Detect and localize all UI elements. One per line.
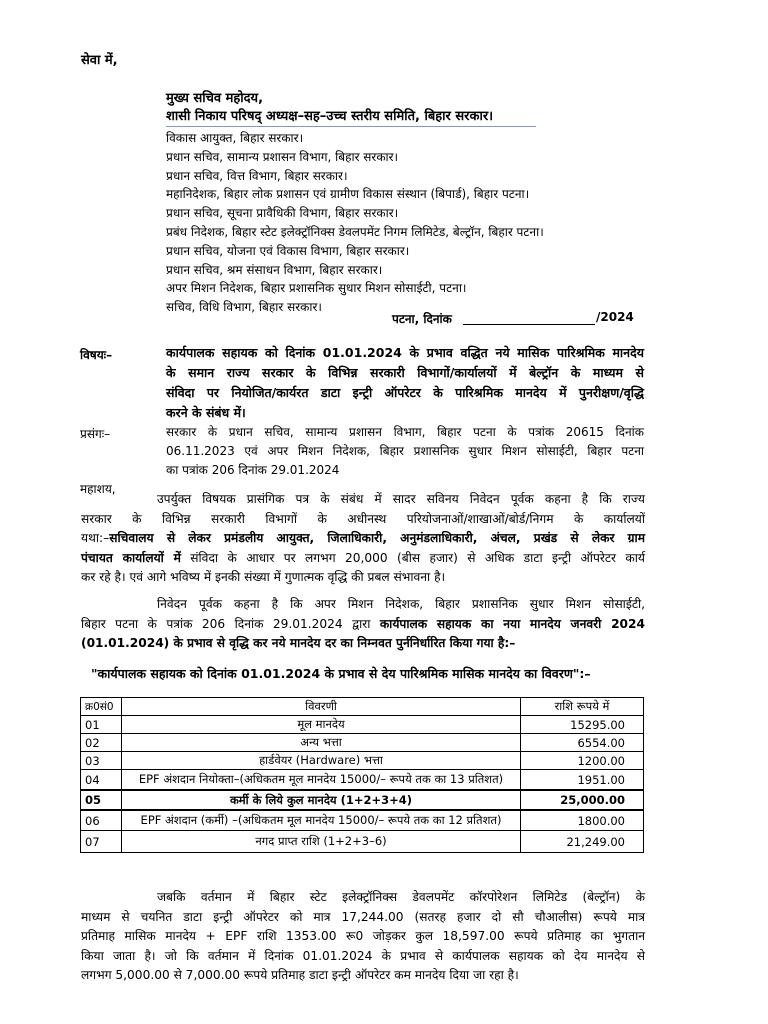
row-desc: कर्मी के लिये कुल मानदेय (1+2+3+4) xyxy=(122,790,521,810)
table-row xyxy=(81,831,644,853)
paragraph-2 xyxy=(81,595,645,654)
subject-line: कार्यपालक सहायक को दिनांक 01.01.2024 के प्रभाव वद्धित नये मासिक पारिश्रमिक मानदेय xyxy=(166,345,644,360)
paragraph-1 xyxy=(81,490,645,588)
addressee-underline xyxy=(166,126,536,127)
inline-bold-text: कार्यपालक सहायक का नया मानदेय जनवरी 2024 xyxy=(379,616,645,631)
paragraph-line: उपर्युक्त विषयक प्रासंगिक पत्र के संबंध में सादर सविनय निवेदन पूर्वक कहना है कि राज्य xyxy=(157,492,645,506)
recipient-item: प्रधान सचिव, वित्त विभाग, बिहार सरकार। xyxy=(166,168,348,183)
subject-text xyxy=(166,343,644,423)
recipient-item: प्रधान सचिव, सूचना प्रावैधिकी विभाग, बिहार सरकार। xyxy=(166,206,399,221)
subject-line: संविदा पर नियोजित/कार्यरत डाटा इन्ट्री ऑपरेटर के पारिश्रमिक मानदेय में पुनरीक्षण/वृद्धि xyxy=(166,385,644,400)
reference-text xyxy=(166,423,644,480)
row-amount: 1800.00 xyxy=(521,810,644,831)
greeting: महाशय, xyxy=(80,482,116,496)
inline-bold-text: पंचायत कार्यालयों में xyxy=(81,550,181,565)
subject-label: विषयः– xyxy=(80,348,113,362)
row-no: 01 xyxy=(81,716,122,734)
addressee-line-1: मुख्य सचिव महोदय, xyxy=(166,91,264,106)
row-amount: 21,249.00 xyxy=(521,831,644,853)
paragraph-line: निवेदन पूर्वक कहना है कि अपर मिशन निदेशक, बिहार प्रशासनिक सुधार मिशन सोसाईटी, xyxy=(157,597,645,611)
recipients-list xyxy=(166,129,544,317)
inline-text: संविदा के आधार पर लगभग 20,000 (बीस हजार) से अधिक डाटा इन्ट्री ऑपरेटर कार्य xyxy=(180,550,645,565)
honorarium-table xyxy=(80,697,644,853)
paragraph-line: लगभग 5,000.00 से 7,000.00 रूपये प्रतिमाह डाटा इन्ट्री ऑपरेटर कम मानदेय दिया जा रहा है। xyxy=(81,968,519,982)
recipient-item: अपर मिशन निदेशक, बिहार प्रशासनिक सुधार मिशन सोसाईटी, पटना। xyxy=(166,281,467,296)
table-row xyxy=(81,752,644,770)
row-no: 02 xyxy=(81,734,122,752)
recipient-item: प्रबंध निदेशक, बिहार स्टेट इलेक्ट्रॉनिक्स डेवलपमेंट निगम लिमिटेड, बेल्ट्रॉन, बिहार पटना। xyxy=(166,224,544,239)
header-cell: क्र0सं0 xyxy=(81,698,122,716)
paragraph-line: सरकार के विभिन्न सरकारी विभागों के अधीनस्थ परियोजनाओं/शाखाओं/बोर्ड/निगम के कार्यालयों xyxy=(81,511,645,526)
reference-line: 06.11.2023 एवं अपर मिशन निदेशक, बिहार प्रशासनिक सुधार मिशन सोसाईटी, बिहार पटना xyxy=(166,444,644,458)
row-amount: 1200.00 xyxy=(521,752,644,770)
row-amount: 6554.00 xyxy=(521,734,644,752)
paragraph-3 xyxy=(81,888,645,986)
header-cell: विवरणी xyxy=(122,698,521,716)
row-no: 07 xyxy=(81,831,122,853)
recipient-item: सचिव, विधि विभाग, बिहार सरकार। xyxy=(166,300,322,315)
row-desc: EPF अंशदान नियोक्ता–(अधिकतम मूल मानदेय 15000/– रूपये तक का 13 प्रतिशत) xyxy=(122,770,521,791)
date-label: पटना, दिनांक xyxy=(392,312,452,326)
reference-line: का पत्रांक 206 दिनांक 29.01.2024 xyxy=(166,463,340,477)
subject-line: करने के संबंध में। xyxy=(166,405,246,420)
addressee-line-2: शासी निकाय परिषद् अध्यक्ष–सह–उच्च स्तरीय समिति, बिहार सरकार। xyxy=(166,109,494,124)
row-desc: नगद प्राप्त राशि (1+2+3–6) xyxy=(122,831,521,853)
inline-bold-text: सचिवालय से लेकर प्रमंडलीय आयुक्त, जिलाधिकारी, अनुमंडलाधिकारी, अंचल, प्रखंड से लेकर ग्राम xyxy=(109,531,645,545)
inline-text: बिहार पटना के पत्रांक 206 दिनांक 29.01.2024 द्वारा xyxy=(81,616,380,631)
table-row xyxy=(81,716,644,734)
table-title: "कार्यपालक सहायक को दिनांक 01.01.2024 के प्रभाव से देय पारिश्रमिक मासिक मानदेय का विवरण":– xyxy=(91,666,591,681)
paragraph-line: प्रतिमाह मासिक मानदेय + EPF राशि 1353.00 रू0 जोड़कर कुल 18,597.00 रूपये प्रतिमाह का भुगतान xyxy=(81,929,645,943)
row-no: 03 xyxy=(81,752,122,770)
recipient-item: प्रधान सचिव, सामान्य प्रशासन विभाग, बिहार सरकार। xyxy=(166,149,399,164)
row-amount: 25,000.00 xyxy=(521,790,644,810)
date-year: /2024 xyxy=(596,310,634,324)
recipient-item: प्रधान सचिव, योजना एवं विकास विभाग, बिहार सरकार। xyxy=(166,243,410,258)
row-no: 05 xyxy=(81,790,122,810)
row-desc: EPF अंशदान (कर्मी) –(अधिकतम मूल मानदेय 15000/– रूपये तक का 12 प्रतिशत) xyxy=(122,810,521,831)
paragraph-line: जबकि वर्तमान में बिहार स्टेट इलेक्ट्रॉनिक्स डेवलपमेंट कॉरपोरेशन लिमिटेड (बेल्ट्रॉन) के xyxy=(157,890,645,904)
row-desc: हार्डवेयर (Hardware) भत्ता xyxy=(122,752,521,770)
row-amount: 15295.00 xyxy=(521,716,644,734)
recipient-item: विकास आयुक्त, बिहार सरकार। xyxy=(166,131,304,145)
paragraph-line: कर रहे है। एवं आगे भविष्य में इनकी संख्या में गुणात्मक वृद्धि की प्रबल संभावना है। xyxy=(81,570,446,584)
recipient-item: महानिदेशक, बिहार लोक प्रशासन एवं ग्रामीण विकास संस्थान (बिपार्ड), बिहार पटना। xyxy=(166,187,530,202)
paragraph-line xyxy=(81,549,645,569)
table-row-total xyxy=(81,790,644,810)
paragraph-line xyxy=(81,615,645,635)
reference-line: सरकार के प्रधान सचिव, सामान्य प्रशासन विभाग, बिहार पटना के पत्रांक 20615 दिनांक xyxy=(166,425,644,439)
inline-text: यथा:– xyxy=(81,531,110,545)
table-row xyxy=(81,734,644,752)
paragraph-line: (01.01.2024) के प्रभाव से वृद्धि कर नये मानदेय दर का निम्नवत पुर्ननिर्धारित किया गया है:– xyxy=(81,636,516,650)
salutation-to: सेवा में, xyxy=(81,53,118,68)
row-amount: 1951.00 xyxy=(521,770,644,791)
paragraph-line xyxy=(81,529,645,549)
paragraph-line: किया जाता है। जो कि वर्तमान में दिनांक 01.01.2024 के प्रभाव से कार्यपालक सहायक को देय मानदेय से xyxy=(81,948,645,963)
table-row xyxy=(81,770,644,791)
row-no: 04 xyxy=(81,770,122,791)
table-header-row xyxy=(81,698,644,716)
table-row xyxy=(81,810,644,831)
row-desc: अन्य भत्ता xyxy=(122,734,521,752)
subject-line: के समान राज्य सरकार के विभिन्न सरकारी विभागों/कार्यालयों में बेल्ट्रॉन के माध्यम से xyxy=(166,365,644,380)
header-cell: राशि रूपये में xyxy=(521,698,644,716)
row-no: 06 xyxy=(81,810,122,831)
paragraph-line: माध्यम से चयनित डाटा इन्ट्री ऑपरेटर को मात्र 17,244.00 (सतरह हजार दो सौ चौआलीस) रूपये मात्र xyxy=(81,909,645,924)
date-blank xyxy=(463,324,595,325)
row-desc: मूल मानदेय xyxy=(122,716,521,734)
reference-label: प्रसंगः– xyxy=(80,427,111,441)
recipient-item: प्रधान सचिव, श्रम संसाधन विभाग, बिहार सरकार। xyxy=(166,262,383,277)
